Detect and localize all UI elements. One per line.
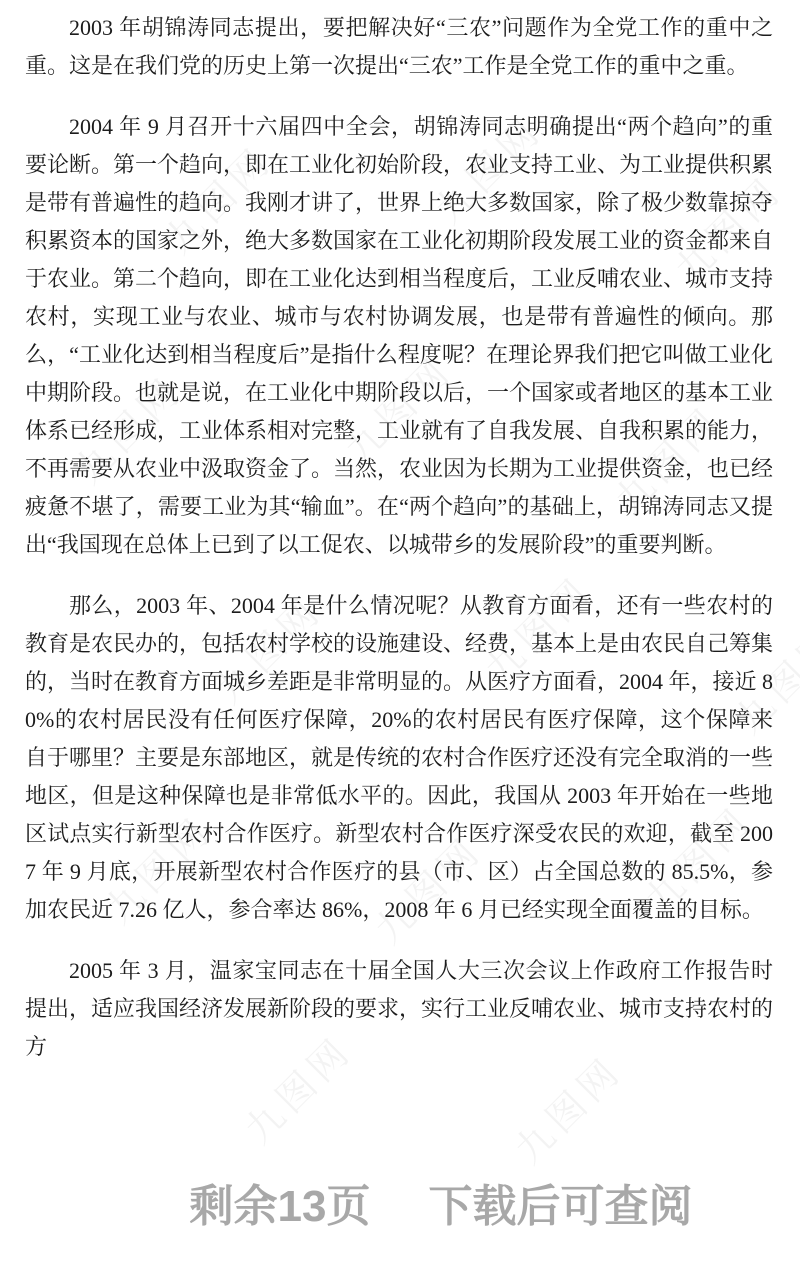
download-hint-label: 下载后可查阅: [428, 1182, 693, 1231]
remaining-pages-label: 剩余13页: [189, 1182, 371, 1231]
paragraph-3: 那么，2003 年、2004 年是什么情况呢？从教育方面看，还有一些农村的教育是农民办的，包括农村学校的设施建设、经费，基本上是由农民自己筹集的，当时在教育方面城乡差距是非常明显的。从医疗方面看，2004 年，接近 80%的农村居民没有任何医疗保障，20%的农村居民有医疗保障，这个保障来自于哪里？主要是东部地区，就是传统的农村合作医疗还没有完全取消的一些地区，但是这种保障也是非常低水平的。因此，我国从 2003 年开始在一些地区试点实行新型农村合作医疗。新型农村合作医疗深受农民的欢迎，截至 2007 年 9 月底，开展新型农村合作医疗的县（市、区）占全国总数的 85.5%，参加农民近 7.26 亿人，参合率达 86%，2008 年 6 月已经实现全面覆盖的目标。: [25, 593, 774, 922]
paragraph-1: 2003 年胡锦涛同志提出，要把解决好“三农”问题作为全党工作的重中之重。这是在我们党的历史上第一次提出“三农”工作是全党工作的重中之重。: [25, 15, 773, 78]
paragraph-2: 2004 年 9 月召开十六届四中全会，胡锦涛同志明确提出“两个趋向”的重要论断。第一个趋向，即在工业化初始阶段，农业支持工业、为工业提供积累是带有普遍性的趋向。我刚才讲了，世界上绝大多数国家，除了极少数靠掠夺积累资本的国家之外，绝大多数国家在工业化初期阶段发展工业的资金都来自于农业。第二个趋向，即在工业化达到相当程度后，工业反哺农业、城市支持农村，实现工业与农业、城市与农村协调发展，也是带有普遍性的倾向。那么，“工业化达到相当程度后”是指什么程度呢？在理论界我们把它叫做工业化中期阶段。也就是说，在工业化中期阶段以后，一个国家或者地区的基本工业体系已经形成，工业体系相对完整，工业就有了自我发展、自我积累的能力，不再需要从农业中汲取资金了。当然，农业因为长期为工业提供资金，也已经疲惫不堪了，需要工业为其“输血”。在“两个趋向”的基础上，胡锦涛同志又提出“我国现在总体上已到了以工促农、以城带乡的发展阶段”的重要判断。: [25, 114, 774, 557]
paragraph-4: 2005 年 3 月，温家宝同志在十届全国人大三次会议上作政府工作报告时提出，适应我国经济发展新阶段的要求，实行工业反哺农业、城市支持农村的方: [25, 958, 774, 1059]
preview-footer-notice: [0, 1170, 800, 1234]
document-content: [25, 9, 773, 1089]
